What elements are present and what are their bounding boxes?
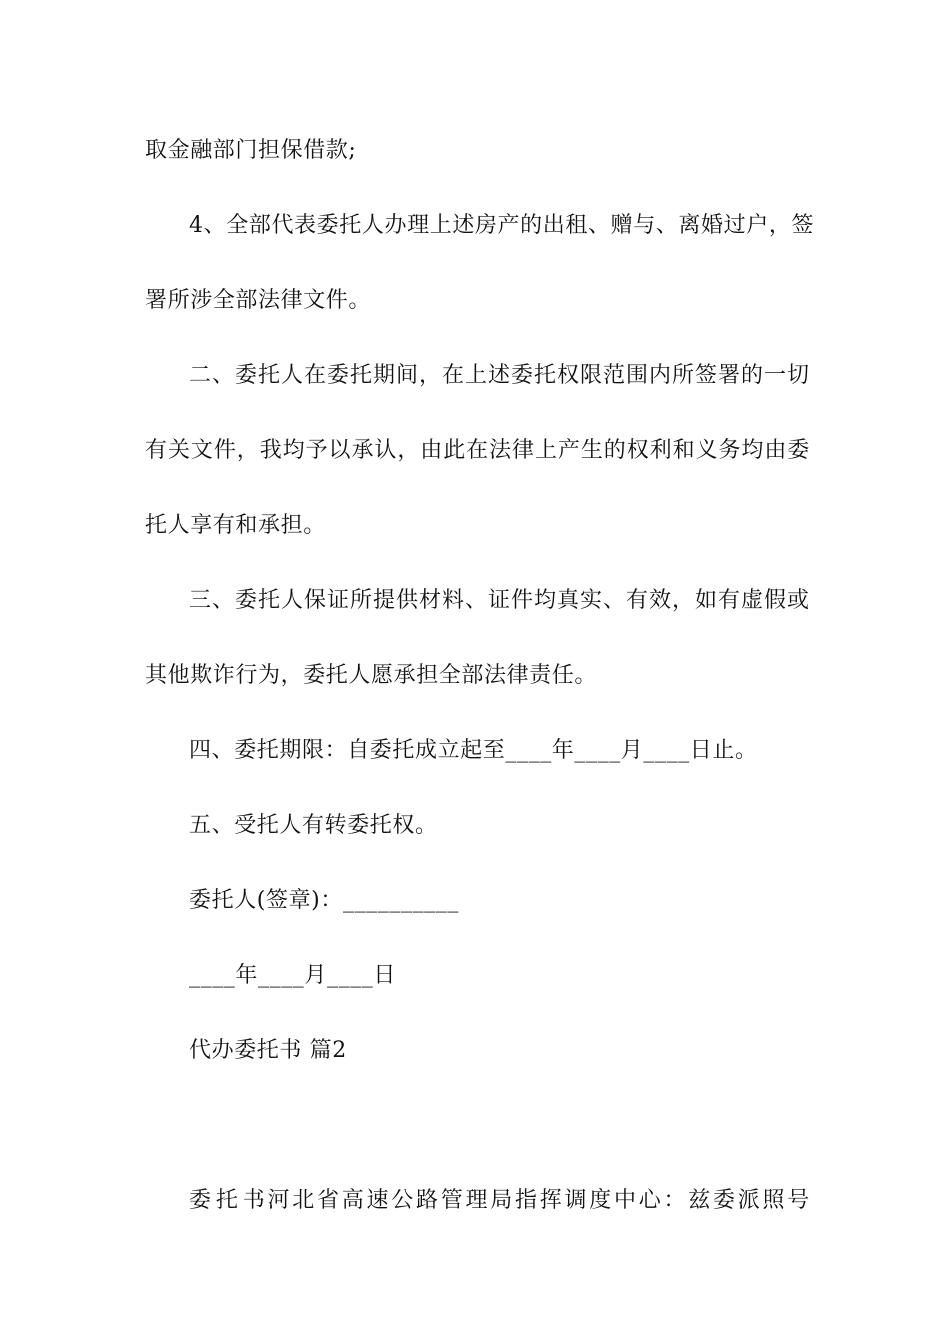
- text-char: 、: [212, 588, 235, 613]
- text-char: 均: [741, 438, 764, 463]
- text-char: 如: [695, 588, 718, 613]
- text-char: 兹: [688, 1188, 711, 1213]
- text-char: 承: [351, 438, 375, 463]
- text-char: 书: [242, 1188, 266, 1213]
- text-char: 义: [695, 438, 719, 463]
- text-char: 路: [416, 1188, 439, 1213]
- text-char: 指: [515, 1188, 538, 1213]
- text-char: 代: [271, 213, 295, 238]
- text-char: 签: [695, 363, 718, 388]
- text-char: 照: [762, 1188, 786, 1213]
- text-char: 切: [787, 363, 810, 388]
- text-char: 上: [429, 213, 453, 238]
- text-char: 过: [723, 213, 747, 238]
- text-char: 局: [490, 1188, 513, 1213]
- text-char: 件: [511, 588, 534, 613]
- text-char: 、: [465, 588, 488, 613]
- text-char: 我: [259, 438, 283, 463]
- text-char: 认: [374, 438, 397, 463]
- text-char: 材: [419, 588, 442, 613]
- text-char: 真: [557, 588, 580, 613]
- text-char: 限: [580, 363, 603, 388]
- text-char: 在: [442, 363, 465, 388]
- text-char: 高: [341, 1188, 365, 1213]
- text-char: 的: [603, 438, 627, 463]
- text-char: ，: [419, 363, 442, 388]
- text-char: 人: [361, 213, 385, 238]
- text-char: 租: [565, 213, 588, 238]
- text-char: 办: [384, 213, 408, 238]
- text-char: 有: [145, 438, 168, 463]
- text-char: 效: [649, 588, 672, 613]
- text-char: 挥: [539, 1188, 563, 1213]
- text-char: 权: [557, 363, 580, 388]
- text-char: 出: [542, 213, 566, 238]
- text-char: 委: [787, 438, 810, 463]
- text-char: 人: [281, 588, 304, 613]
- text-char: 署: [718, 363, 741, 388]
- text-char: 、: [212, 363, 235, 388]
- text-char: ：: [663, 1188, 687, 1213]
- text-char: 离: [678, 213, 702, 238]
- text-char: 在: [304, 363, 327, 388]
- paragraph-line-3: 署所涉全部法律文件。: [145, 288, 372, 313]
- text-char: 婚: [701, 213, 724, 238]
- text-char: 、: [655, 213, 679, 238]
- text-char: 间: [396, 363, 419, 388]
- text-char: 围: [626, 363, 649, 388]
- text-char: 虚: [741, 588, 764, 613]
- paragraph-line-2: [189, 211, 815, 241]
- text-char: 所: [672, 363, 695, 388]
- text-char: 河: [267, 1188, 291, 1213]
- text-char: 关: [167, 438, 191, 463]
- text-char: 度: [589, 1188, 612, 1213]
- text-char: 的: [520, 213, 543, 238]
- text-char: 、: [603, 588, 626, 613]
- text-char: 速: [366, 1188, 390, 1213]
- text-char: 产: [497, 213, 521, 238]
- text-char: 料: [442, 588, 465, 613]
- text-char: 有: [626, 588, 649, 613]
- text-char: 全: [226, 213, 249, 238]
- text-char: 产: [557, 438, 581, 463]
- text-char: 房: [474, 213, 498, 238]
- text-char: 的: [741, 363, 764, 388]
- text-char: 有: [718, 588, 741, 613]
- text-char: 所: [350, 588, 373, 613]
- text-char: 理: [407, 213, 430, 238]
- text-char: 上: [465, 363, 488, 388]
- text-char: 北: [292, 1188, 315, 1213]
- paragraph-line-14: [189, 1186, 810, 1216]
- text-char: 上: [534, 438, 558, 463]
- text-char: 、: [203, 213, 227, 238]
- text-char: 委: [511, 363, 534, 388]
- text-char: 心: [638, 1188, 662, 1213]
- text-char: 调: [564, 1188, 588, 1213]
- paragraph-line-4: [189, 361, 810, 391]
- text-char: 件: [213, 438, 237, 463]
- text-char: 委: [235, 363, 258, 388]
- text-char: 证: [327, 588, 350, 613]
- date-line: ____年____月____日: [189, 963, 397, 988]
- text-char: ，: [768, 213, 792, 238]
- text-char: 在: [466, 438, 489, 463]
- text-char: 述: [488, 363, 511, 388]
- text-char: 委: [189, 1188, 212, 1213]
- text-char: 与: [633, 213, 656, 238]
- text-char: 实: [580, 588, 603, 613]
- paragraph-line-1: 取金融部门担保借款;: [145, 138, 357, 163]
- paragraph-line-10: 五、受托人有转委托权。: [189, 813, 438, 838]
- text-char: 托: [258, 588, 281, 613]
- text-char: 予: [305, 438, 329, 463]
- text-char: 托: [215, 1188, 239, 1213]
- text-char: 理: [465, 1188, 489, 1213]
- text-char: 部: [248, 213, 272, 238]
- text-char: 派: [737, 1188, 761, 1213]
- text-char: 托: [350, 363, 373, 388]
- text-char: 委: [327, 363, 350, 388]
- text-char: 文: [190, 438, 214, 463]
- text-char: 范: [603, 363, 626, 388]
- text-char: 托: [258, 363, 281, 388]
- text-char: 签: [791, 213, 815, 238]
- text-char: 委: [713, 1188, 736, 1213]
- text-char: 中: [614, 1188, 637, 1213]
- text-char: 提: [373, 588, 396, 613]
- paragraph-line-8: 其他欺诈行为，委托人愿承担全部法律责任。: [145, 663, 598, 688]
- text-char: 均: [534, 588, 557, 613]
- text-char: 4: [189, 213, 204, 238]
- paragraph-line-6: 托人享有和承担。: [145, 513, 326, 538]
- text-char: 委: [235, 588, 258, 613]
- text-char: 由: [420, 438, 443, 463]
- text-char: 供: [396, 588, 419, 613]
- text-char: 人: [281, 363, 304, 388]
- text-char: 公: [391, 1188, 414, 1213]
- text-char: 以: [328, 438, 352, 463]
- text-char: 和: [672, 438, 696, 463]
- text-char: ，: [397, 438, 420, 463]
- text-char: 保: [304, 588, 327, 613]
- text-char: 此: [443, 438, 466, 463]
- text-char: 赠: [610, 213, 634, 238]
- text-char: 一: [764, 363, 787, 388]
- text-char: 省: [317, 1188, 340, 1213]
- paragraph-line-9: 四、委托期限：自委托成立起至____年____月____日止。: [189, 738, 758, 763]
- text-char: 或: [787, 588, 810, 613]
- text-char: 律: [512, 438, 535, 463]
- text-char: 、: [587, 213, 611, 238]
- paragraph-line-7: [189, 586, 810, 616]
- text-char: 内: [649, 363, 672, 388]
- text-char: 权: [626, 438, 650, 463]
- signature-line: 委托人(签章)：__________: [189, 888, 459, 913]
- text-char: 委: [316, 213, 340, 238]
- text-char: 号: [787, 1188, 810, 1213]
- text-char: 期: [373, 363, 396, 388]
- text-char: 户: [746, 213, 769, 238]
- text-char: 假: [764, 588, 787, 613]
- text-char: 托: [339, 213, 362, 238]
- text-char: 由: [764, 438, 787, 463]
- section-heading: 代办委托书 篇2: [189, 1038, 347, 1063]
- text-char: 表: [294, 213, 317, 238]
- text-char: 管: [440, 1188, 464, 1213]
- paragraph-line-5: [145, 436, 810, 466]
- text-char: 生: [580, 438, 604, 463]
- text-char: 三: [189, 588, 212, 613]
- text-char: 述: [452, 213, 475, 238]
- text-char: 均: [282, 438, 306, 463]
- text-char: 托: [534, 363, 557, 388]
- text-char: 证: [488, 588, 511, 613]
- text-char: 务: [718, 438, 742, 463]
- text-char: 法: [489, 438, 512, 463]
- text-char: 二: [189, 363, 212, 388]
- text-char: 利: [649, 438, 673, 463]
- text-char: ，: [672, 588, 695, 613]
- text-char: ，: [236, 438, 260, 463]
